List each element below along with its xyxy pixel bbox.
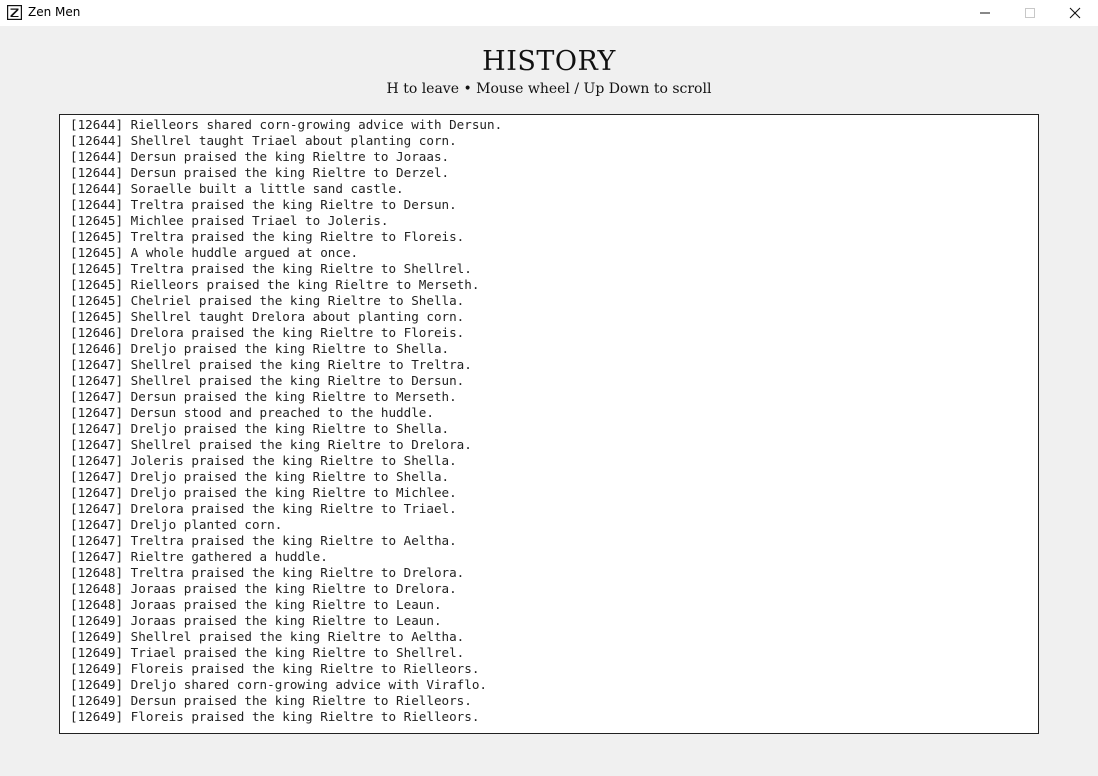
history-log-list[interactable] <box>60 115 1038 725</box>
log-entry: [12645] Rielleors praised the king Rieltre to Merseth. <box>70 277 480 292</box>
z-logo-icon <box>7 5 22 20</box>
log-entry: [12648] Joraas praised the king Rieltre to Drelora. <box>70 581 457 596</box>
log-entry: [12647] Joleris praised the king Rieltre to Shella. <box>70 453 457 468</box>
page-title: HISTORY <box>482 46 616 77</box>
log-entry: [12648] Joraas praised the king Rieltre to Leaun. <box>70 597 442 612</box>
log-entry: [12645] A whole huddle argued at once. <box>70 245 359 260</box>
log-entry: [12648] Treltra praised the king Rieltre to Drelora. <box>70 565 465 580</box>
log-entry: [12649] Triael praised the king Rieltre to Shellrel. <box>70 645 465 660</box>
log-entry: [12645] Treltra praised the king Rieltre to Shellrel. <box>70 261 472 276</box>
log-entry: [12647] Shellrel praised the king Rieltre to Drelora. <box>70 437 472 452</box>
log-entry: [12644] Dersun praised the king Rieltre to Joraas. <box>70 149 450 164</box>
log-entry: [12647] Dreljo planted corn. <box>70 517 283 532</box>
maximize-button[interactable] <box>1007 0 1053 26</box>
minimize-icon <box>979 7 991 19</box>
log-entry: [12647] Drelora praised the king Rieltre to Triael. <box>70 501 457 516</box>
log-entry: [12644] Dersun praised the king Rieltre to Derzel. <box>70 165 450 180</box>
log-entry: [12646] Dreljo praised the king Rieltre to Shella. <box>70 341 450 356</box>
log-entry: [12645] Treltra praised the king Rieltre to Floreis. <box>70 229 465 244</box>
log-entry: [12644] Shellrel taught Triael about planting corn. <box>70 133 457 148</box>
log-entry: [12647] Dreljo praised the king Rieltre to Shella. <box>70 469 450 484</box>
log-entry: [12645] Chelriel praised the king Rieltre to Shella. <box>70 293 465 308</box>
log-entry: [12647] Shellrel praised the king Rieltre to Treltra. <box>70 357 472 372</box>
log-entry: [12645] Shellrel taught Drelora about planting corn. <box>70 309 465 324</box>
close-button[interactable] <box>1052 0 1098 26</box>
log-entry: [12647] Dreljo praised the king Rieltre to Shella. <box>70 421 450 436</box>
log-entry: [12645] Michlee praised Triael to Joleris. <box>70 213 389 228</box>
page-subtitle: H to leave • Mouse wheel / Up Down to scroll <box>386 81 712 97</box>
log-entry: [12649] Dreljo shared corn-growing advice with Viraflo. <box>70 677 488 692</box>
maximize-icon <box>1024 7 1036 19</box>
log-entry: [12647] Dersun praised the king Rieltre to Merseth. <box>70 389 457 404</box>
log-entry: [12647] Shellrel praised the king Rieltre to Dersun. <box>70 373 465 388</box>
history-log-panel[interactable] <box>59 114 1039 734</box>
log-entry: [12647] Rieltre gathered a huddle. <box>70 549 328 564</box>
history-header <box>0 44 1098 98</box>
log-entry: [12644] Soraelle built a little sand castle. <box>70 181 404 196</box>
log-entry: [12649] Joraas praised the king Rieltre to Leaun. <box>70 613 442 628</box>
log-entry: [12649] Floreis praised the king Rieltre to Rielleors. <box>70 661 480 676</box>
log-entry: [12646] Drelora praised the king Rieltre to Floreis. <box>70 325 465 340</box>
minimize-button[interactable] <box>962 0 1008 26</box>
log-entry: [12649] Floreis praised the king Rieltre to Rielleors. <box>70 709 480 724</box>
log-entry: [12644] Treltra praised the king Rieltre to Dersun. <box>70 197 457 212</box>
title-bar[interactable] <box>0 0 1098 26</box>
close-icon <box>1069 7 1081 19</box>
log-entry: [12644] Rielleors shared corn-growing advice with Dersun. <box>70 117 503 132</box>
log-entry: [12649] Dersun praised the king Rieltre to Rielleors. <box>70 693 472 708</box>
window-title: Zen Men <box>28 5 81 19</box>
log-entry: [12647] Dreljo praised the king Rieltre to Michlee. <box>70 485 457 500</box>
log-entry: [12647] Treltra praised the king Rieltre to Aeltha. <box>70 533 457 548</box>
log-entry: [12649] Shellrel praised the king Rieltre to Aeltha. <box>70 629 465 644</box>
log-entry: [12647] Dersun stood and preached to the huddle. <box>70 405 434 420</box>
